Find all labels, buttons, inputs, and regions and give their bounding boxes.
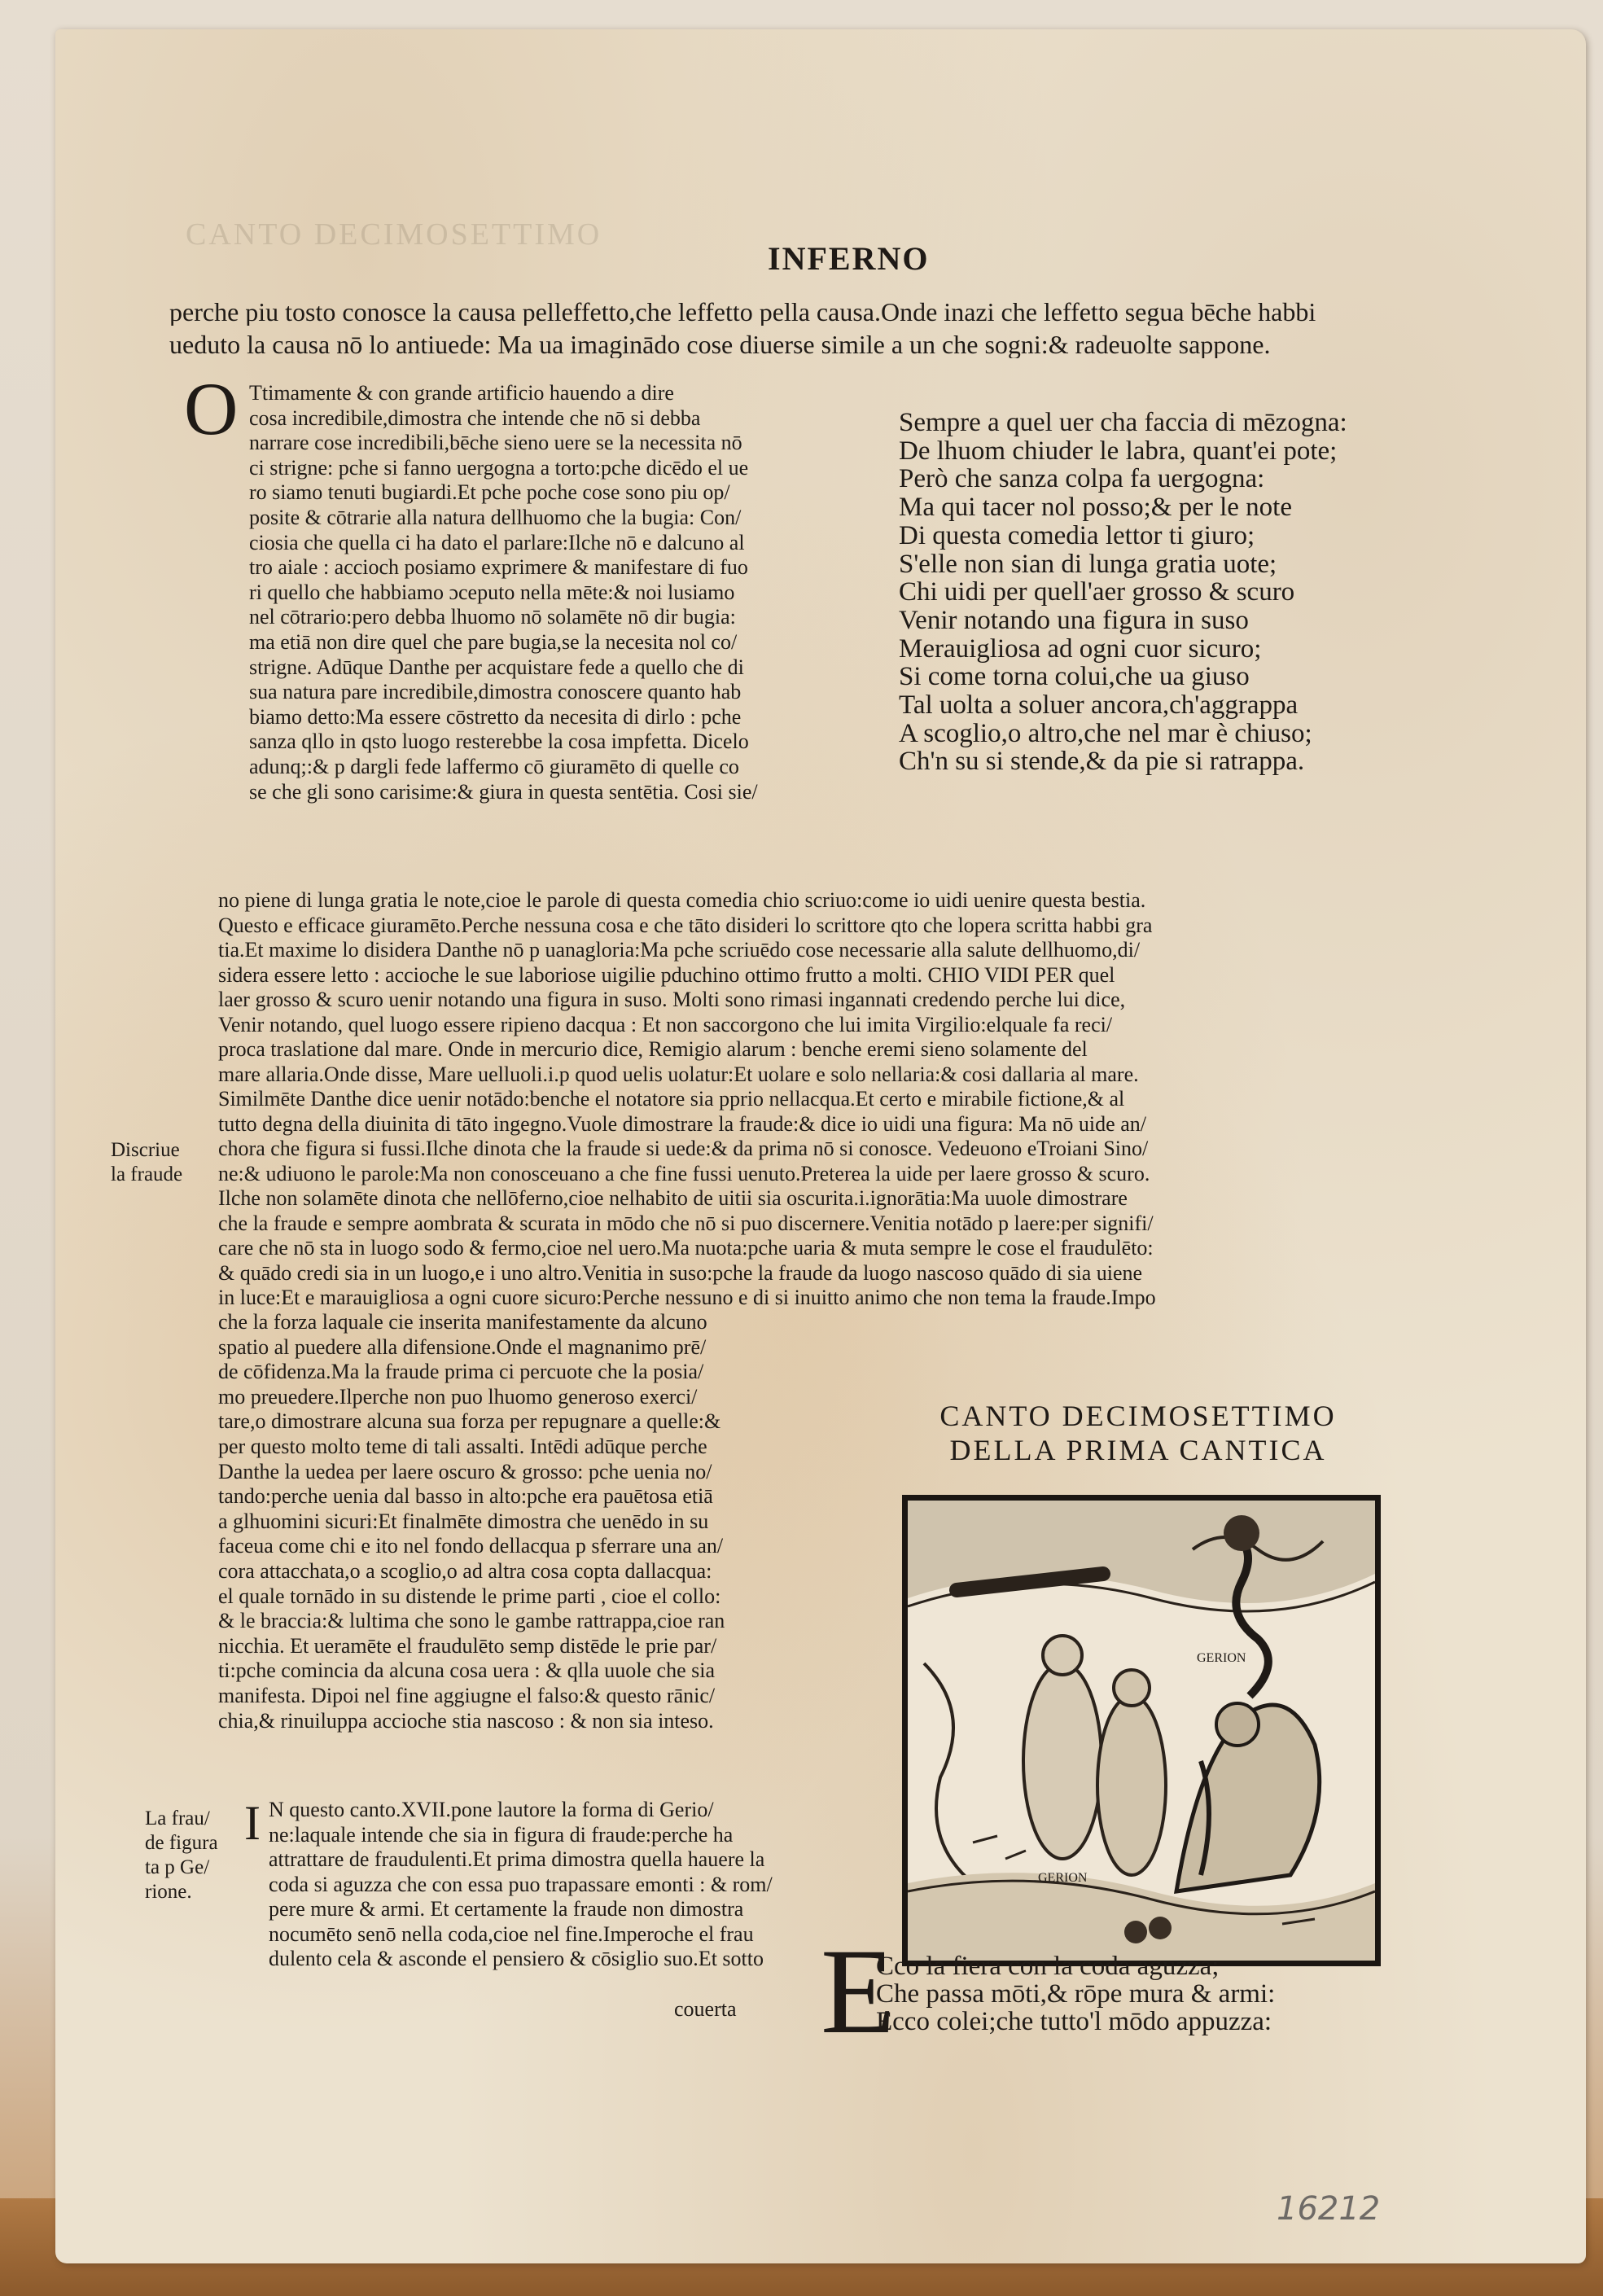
commentary-line: sidera essere letto : accioche le sue laboriose uigilie pduchino ottimo frutto a molti. CHIO VIDI PER quel <box>218 962 1115 987</box>
commentary-line: biamo detto:Ma essere cōstretto da necesita di dirlo : pche <box>249 704 742 729</box>
text-line: perche piu tosto conosce la causa pelleffetto,che leffetto pella causa.Onde inazi che leffetto segua bēche habbi <box>169 298 1316 326</box>
commentary-line: narrare cose incredibili,bēche sieno uere se la necessita nō <box>249 431 742 455</box>
verse-line: Tal uolta a soluer ancora,ch'aggrappa <box>899 691 1299 720</box>
book-leaf <box>55 29 1586 2263</box>
canto-heading-1: CANTO DECIMOSETTIMO <box>939 1400 1337 1432</box>
commentary-line: nicchia. Et ueramēte el fraudulēto semp distēde le prie par/ <box>218 1633 717 1658</box>
commentary-line: laer grosso & scuro uenir notando una figura in suso. Molti sono rimasi ingannati credendo perche lui dice, <box>218 988 1126 1011</box>
verse-line: A scoglio,o altro,che nel mar è chiuso; <box>899 719 1312 748</box>
commentary-line: spatio al puedere alla difensione.Onde el magnanimo prē/ <box>218 1334 707 1359</box>
woodcut-label-top: GERION <box>1197 1651 1246 1665</box>
pencil-inventory-number: 16212 <box>1277 2190 1381 2228</box>
verse-line: Ecco colei;che tutto'l mōdo appuzza: <box>876 2008 1272 2036</box>
verse-line: De lhuom chiuder le labra, quant'ei pote; <box>899 436 1338 466</box>
commentary-line: tia.Et maxime lo disidera Danthe nō p uanagloria:Ma pche scriuēdo cose necessarie alla salute dellhuomo,di/ <box>218 938 1141 962</box>
side-note-line: La frau/ <box>145 1807 210 1829</box>
commentary-line: cora attacchata,o a scoglio,o ad altra cosa copta dallacqua: <box>218 1559 712 1583</box>
commentary-line: ciosia che quella ci ha dato el parlare:Ilche nō e dalcuno al <box>249 530 745 554</box>
commentary-line: a glhuomini sicuri:Et finalmēte dimostra che uenēdo in su <box>218 1509 709 1533</box>
commentary-line: strigne. Adūque Danthe per acquistare fede a quello che di <box>249 655 744 679</box>
side-note-line: de figura <box>145 1832 218 1854</box>
canto-heading-2: DELLA PRIMA CANTICA <box>949 1434 1327 1466</box>
commentary-line: Questo e efficace giuramēto.Perche nessuna cosa e che tāto disideri lo scrittore qto che lopera scritta habbi gra <box>218 913 1153 937</box>
side-note-line: rione. <box>145 1881 192 1903</box>
commentary-line: N questo canto.XVII.pone lautore la forma di Gerio/ <box>269 1798 714 1821</box>
verse-line: Venir notando una figura in suso <box>899 606 1249 635</box>
commentary-line: tando:perche uenia dal basso in alto:pche era pauētosa etiā <box>218 1484 713 1509</box>
verse-line: Che passa mōti,& rōpe mura & armi: <box>876 1980 1276 2009</box>
verse-line: Però che sanza colpa fa uergogna: <box>899 465 1265 494</box>
commentary-line: care che nō sta in luogo sodo & fermo,cioe nel uero.Ma nuota:pche uaria & muta sempre le cose el fraudulēto: <box>218 1236 1154 1260</box>
verse-line: S'elle non sian di lunga gratia uote; <box>899 550 1277 579</box>
verse-line: Cco la fiera con la coda aguzza; <box>876 1952 1220 1981</box>
commentary-line: ci strigne: pche si fanno uergogna a torto:pche dicēdo el ue <box>249 455 749 480</box>
commentary-line: ne:& udiuono le parole:Ma non conosceuano a che fine fussi uenuto.Preterea la uide per laere grosso & scuro. <box>218 1161 1150 1185</box>
side-note-line: la fraude <box>111 1163 183 1185</box>
commentary-line: in luce:Et e marauigliosa a ogni cuore sicuro:Perche nessuno e di si inuitto animo che non tema la fraude.Impo <box>218 1286 1156 1309</box>
commentary-line: se che gli sono carisime:& giura in questa sentētia. Cosi sie/ <box>249 779 758 804</box>
commentary-line: proca traslatione dal mare. Onde in mercurio dice, Remigio alarum : benche eremi sieno solamente del <box>218 1037 1088 1061</box>
catchword: couerta <box>674 1997 737 2021</box>
commentary-line: sua natura pare incredibile,dimostra conoscere quanto hab <box>249 680 742 704</box>
commentary-line: tro aiale : accioch posiamo exprimere & manifestare di fuo <box>249 555 748 580</box>
commentary-line: Ttimamente & con grande artificio hauendo a dire <box>249 381 674 405</box>
verse-line: Ma qui tacer nol posso;& per le note <box>899 493 1292 522</box>
side-note-line: Discriue <box>111 1139 180 1161</box>
commentary-line: chora che figura si fussi.Ilche dinota che la fraude si uede:& da prima nō si conosce. Vedeuono eTroiani Sino/ <box>218 1137 1149 1160</box>
text-line: ueduto la causa nō lo antiuede: Ma ua imaginādo cose diuerse simile a un che sogni:& radeuolte sappone. <box>169 331 1271 358</box>
commentary-line: per questo molto teme di tali assalti. Intēdi adūque perche <box>218 1435 707 1458</box>
show-through-text: CANTO DECIMOSETTIMO <box>186 217 602 252</box>
commentary-line: Danthe la uedea per laere oscuro & grosso: pche uenia no/ <box>218 1459 712 1483</box>
drop-cap-e: E <box>821 1924 896 2059</box>
commentary-line: ri quello che habbiamo ɔceputo nella mēte:& noi lusiamo <box>249 580 735 604</box>
verse-line: Ch'n su si stende,& da pie si ratrappa. <box>899 747 1305 777</box>
verse-line: Merauigliosa ad ogni cuor sicuro; <box>899 634 1262 664</box>
commentary-line: che la forza laquale cie inserita manifestamente da alcuno <box>218 1310 707 1334</box>
drop-cap-o: O <box>184 367 239 450</box>
running-head: INFERNO <box>768 240 930 277</box>
commentary-line: nel cōtrario:pero debba lhuomo nō solamēte nō dir bugia: <box>249 605 736 629</box>
commentary-line: faceua come chi e ito nel fondo dellacqua p sferrare una an/ <box>218 1534 724 1558</box>
woodcut-label-bottom: GERION <box>1038 1871 1088 1885</box>
commentary-line: ma etiā non dire quel che pare bugia,se la necesita nol co/ <box>249 630 738 654</box>
commentary-line: de cōfidenza.Ma la fraude prima ci percuote che la posia/ <box>218 1360 704 1384</box>
commentary-line: attrattare de fraudulenti.Et prima dimostra quella hauere la <box>269 1847 765 1871</box>
woodcut-illustration <box>902 1495 1381 1966</box>
commentary-line: coda si aguzza che con essa puo trapassare emonti : & rom/ <box>269 1872 773 1896</box>
commentary-line: el quale tornādo in su distende le prime parti , cioe el collo: <box>218 1584 721 1608</box>
commentary-line: Similmēte Danthe dice uenir notādo:benche el notatore sia pprio nellacqua.Et certo e mirabile fictione,& al <box>218 1087 1125 1111</box>
commentary-line: Venir notando, quel luogo essere ripieno dacqua : Et non saccorgono che lui imita Virgilio:elquale fa reci/ <box>218 1012 1113 1036</box>
commentary-line: tare,o dimostrare alcuna sua forza per repugnare a quelle:& <box>218 1409 721 1434</box>
commentary-line: no piene di lunga gratia le note,cioe le parole di questa comedia chio scriuo:come io uidi uenire questa bestia. <box>218 888 1146 912</box>
commentary-line: mare allaria.Onde disse, Mare uelluoli.i.p quod uelis uolatur:Et uolare e solo nellaria:& cosi dallaria al mare. <box>218 1062 1139 1086</box>
verse-line: Chi uidi per quell'aer grosso & scuro <box>899 578 1295 607</box>
drop-cap-i: I <box>244 1796 261 1850</box>
verse-line: Sempre a quel uer cha faccia di mēzogna: <box>899 409 1347 437</box>
verse-line: Si come torna colui,che ua giuso <box>899 663 1250 691</box>
commentary-line: ro siamo tenuti bugiardi.Et pche poche cose sono piu op/ <box>249 480 730 505</box>
commentary-line: & le braccia:& lultima che sono le gambe rattrappa,cioe ran <box>218 1609 725 1633</box>
commentary-line: ti:pche comincia da alcuna cosa uera : & qlla uuole che sia <box>218 1658 716 1683</box>
commentary-line: tutto degna della diuinita di tāto ingegno.Vuole dimostrare la fraude:& dice io uidi una figura: Ma nō uide an/ <box>218 1111 1146 1136</box>
commentary-line: che la fraude e sempre aombrata & scurata in mōdo che nō si puo discernere.Venitia notādo p laere:per signifi/ <box>218 1211 1154 1235</box>
commentary-line: & quādo credi sia in un luogo,e i uno altro.Venitia in suso:pche la fraude da luogo nascoso quādo di sia uiene <box>218 1260 1143 1285</box>
commentary-line: Ilche non solamēte dinota che nellōferno,cioe nelhabito de uitii sia oscurita.i.ignorātia:Ma uuole dimostrare <box>218 1186 1128 1210</box>
commentary-line: sanza qllo in qsto luogo resterebbe la cosa impfetta. Dicelo <box>249 730 749 754</box>
commentary-line: adunq;:& p dargli fede laffermo cō giuramēto di quelle co <box>249 755 739 778</box>
commentary-line: pere mure & armi. Et certamente la fraude non dimostra <box>269 1897 744 1921</box>
commentary-line: chia,& rinuiluppa accioche stia nascoso : & non sia inteso. <box>218 1708 714 1733</box>
commentary-line: nocumēto senō nella coda,cioe nel fine.Imperoche el frau <box>269 1921 754 1946</box>
commentary-line: posite & cōtrarie alla natura dellhuomo che la bugia: Con/ <box>249 506 742 529</box>
commentary-line: ne:laquale intende che sia in figura di fraude:perche ha <box>269 1822 734 1847</box>
commentary-line: mo preuedere.Ilperche non puo lhuomo generoso exerci/ <box>218 1384 698 1409</box>
commentary-line: dulento cela & asconde el pensiero & cōsiglio suo.Et sotto <box>269 1947 764 1970</box>
commentary-line: manifesta. Dipoi nel fine aggiugne el falso:& questo rānic/ <box>218 1684 716 1707</box>
commentary-line: cosa incredibile,dimostra che intende che nō si debba <box>249 405 701 430</box>
verse-line: Di questa comedia lettor ti giuro; <box>899 521 1255 550</box>
side-note-line: ta p Ge/ <box>145 1856 210 1878</box>
